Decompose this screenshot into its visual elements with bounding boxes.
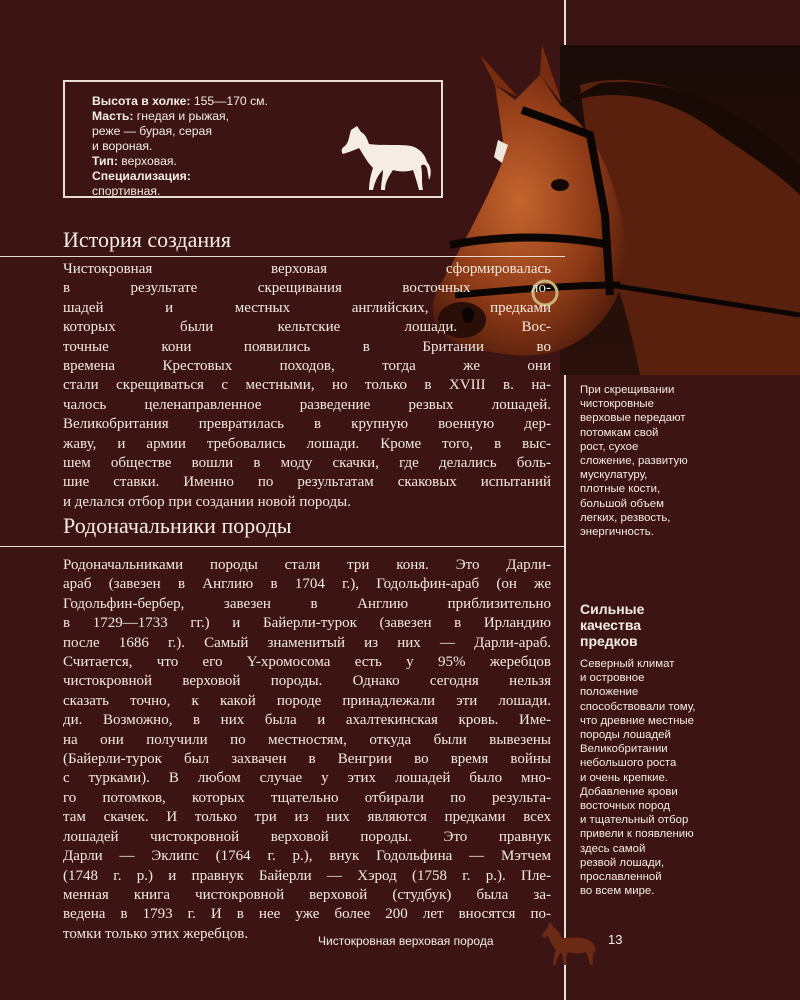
spec-label: Специализация: [92, 169, 191, 183]
sidebar-line: чистокровные [580, 398, 654, 411]
text-line: чалось целенаправленное разведение резвых лошадей. [63, 396, 551, 413]
text-line: шем обществе вошли в моду скачки, где делались боль- [63, 455, 551, 472]
sidebar-line: здесь самой [580, 842, 646, 855]
text-line: после 1686 г.). Самый знаменитый из них — Дарли-араб. [63, 634, 551, 651]
sidebar-line: прославленной [580, 871, 662, 884]
breed-info-text [92, 94, 322, 199]
sidebar-note [580, 383, 720, 539]
breed-info-box [63, 80, 443, 198]
text-line: времена Крестовых походов, тогда же они [63, 358, 551, 375]
text-line: шадей и местных английских, предками [63, 299, 551, 316]
sidebar-line: потомкам свой [580, 426, 659, 439]
text-line: с турками). В любом случае у этих лошадей было мно- [63, 770, 551, 787]
sidebar-line: привели к появлению [580, 828, 694, 841]
section-heading-history: История создания [63, 227, 232, 252]
text-line: сказать точно, к какой породе принадлежали эти лошади. [63, 692, 551, 709]
sidebar-line: Северный климат [580, 658, 675, 670]
footer-title: Чистокровная верховая порода [318, 934, 494, 948]
sidebar-text [580, 657, 720, 898]
text-line: менная книга чистокровной верховой (студбук) была за- [63, 886, 551, 903]
sidebar-heading [580, 601, 720, 649]
sidebar-line: небольшого роста [580, 757, 677, 770]
text-line: ди. Возможно, в них была и ахалтекинская кровь. Име- [63, 712, 551, 729]
founders-text [63, 556, 551, 944]
text-line: го потомков, которых тщательно отбирали по результа- [63, 789, 551, 806]
sidebar-line: верховые передают [580, 412, 686, 425]
text-line: ведена в 1793 г. И в нее уже более 200 лет вносятся по- [63, 906, 551, 923]
height-value: 155—170 см. [193, 94, 268, 108]
sidebar-line: рост, сухое [580, 440, 639, 453]
text-line: стали скрещиваться с местными, но только в XVIII в. на- [63, 377, 551, 394]
color-value-line: и вороная. [92, 139, 153, 153]
text-line: и делался отбор при создании новой породы. [63, 493, 351, 510]
color-value-line: гнедая и рыжая, [136, 109, 229, 123]
text-line: Чистокровная верховая сформировалась [63, 261, 551, 277]
sidebar-line: сложение, развитую [580, 455, 688, 468]
sidebar-line: Добавление крови [580, 785, 678, 798]
sidebar-line: энергичность. [580, 526, 654, 539]
sidebar-line: и тщательный отбор [580, 814, 689, 827]
heading-rule [0, 256, 565, 257]
text-line: чистокровной верховой породы. Однако сегодня нельзя [63, 673, 551, 690]
sidebar-line: во всем мире. [580, 885, 655, 898]
sidebar-line: породы лошадей [580, 729, 671, 742]
sidebar-heading-line: Сильные [580, 601, 645, 617]
sidebar-line: резвой лошади, [580, 856, 665, 869]
sidebar-line: что древние местные [580, 714, 694, 727]
text-line: на они получили по местностям, откуда были вывезены [63, 731, 551, 748]
text-line: шие ставки. Именно по результатам скаковых испытаний [63, 474, 551, 491]
color-value-line: реже — бурая, серая [92, 124, 212, 138]
sidebar-line: большой объем [580, 497, 664, 510]
text-line: которых были кельтские лошади. Вос- [63, 319, 551, 336]
text-line: Годольфин-бербер, завезен в Англию приблизительно [63, 595, 551, 612]
color-label: Масть: [92, 109, 134, 123]
text-line: в результате скрещивания восточных ло- [63, 280, 551, 297]
text-line: точные кони появились в Британии во [63, 338, 551, 355]
text-line: (Байерли-турок был захвачен в Венгрии во время войны [63, 751, 551, 768]
sidebar-line: плотные кости, [580, 483, 661, 496]
type-value: верховая. [121, 154, 177, 168]
type-label: Тип: [92, 154, 118, 168]
page-number: 13 [608, 932, 623, 947]
text-line: Родоначальниками породы стали три коня. Это Дарли- [63, 557, 551, 573]
text-line: там скачек. И только три из них являются предками всех [63, 809, 551, 826]
text-line: лошадей чистокровной верховой породы. Это правнук [63, 828, 551, 845]
sidebar-line: способствовали тому, [580, 700, 696, 713]
sidebar-line: положение [580, 686, 639, 699]
sidebar-line: Великобритании [580, 743, 668, 756]
spec-value: спортивная. [92, 184, 161, 198]
text-line: Дарли — Эклипс (1764 г. р.), внук Годольфина — Мэтчем [63, 848, 551, 865]
horse-silhouette-icon [337, 124, 433, 194]
sidebar-heading-line: предков [580, 633, 638, 649]
sidebar-line: При скрещивании [580, 384, 675, 396]
section-heading-founders: Родоначальники породы [63, 513, 292, 538]
heading-rule [0, 546, 565, 547]
text-line: в 1729—1733 гг.) и Байерли-турок (завезен в Ирландию [63, 615, 551, 632]
text-line: томки только этих жеребцов. [63, 925, 249, 942]
sidebar-line: легких, резвость, [580, 511, 671, 524]
text-line: жаву, и армии требовались лошади. Кроме того, в выс- [63, 435, 551, 452]
horse-footer-icon [540, 920, 600, 966]
height-label: Высота в холке: [92, 94, 191, 108]
sidebar-line: и очень крепкие. [580, 771, 668, 784]
sidebar-line: мускулатуру, [580, 469, 648, 482]
history-text [63, 260, 551, 512]
text-line: Считается, что его Y-хромосома есть у 95% жеребцов [63, 654, 551, 671]
sidebar-line: восточных пород [580, 800, 670, 813]
sidebar-heading-line: качества [580, 617, 642, 633]
text-line: Великобритания превратилась в крупную военную дер- [63, 416, 551, 433]
sidebar-line: и островное [580, 672, 645, 685]
text-line: (1748 г. р.) и правнук Байерли — Хэрод (1758 г. р.). Пле- [63, 867, 551, 884]
text-line: араб (завезен в Англию в 1704 г.), Годольфин-араб (он же [63, 576, 551, 593]
